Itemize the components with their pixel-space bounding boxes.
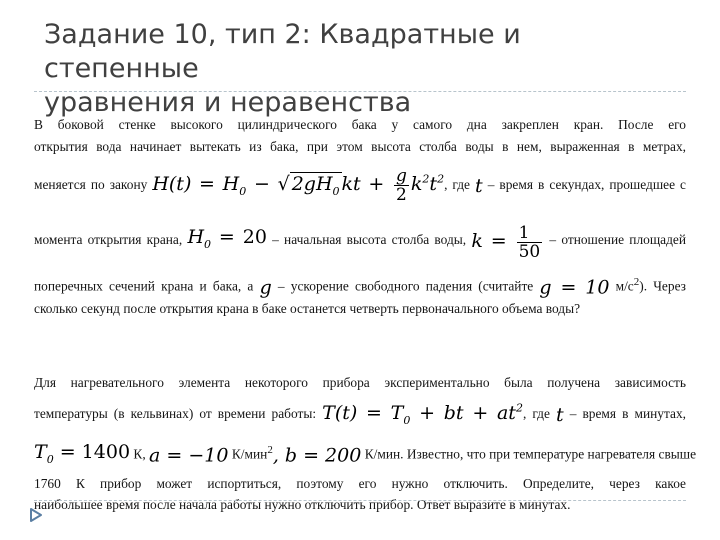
slide-title [44,18,684,120]
bottom-divider [34,500,686,501]
problem-2-line: наибольшее время после начала работы нужно отключить прибор. Ответ выразите в минутах. [34,497,571,513]
formula-h0: $H_0 = 20$ [187,226,267,251]
formula-b: , b = 200 [272,444,362,467]
title-divider [34,91,686,92]
problem-1-line: В боковой стенке высокого цилиндрического бака у самого дна закреплен кран. После его [34,117,686,132]
problem-1-line: момента открытия крана, $H_0 = 20$ – начальная высота столба воды, k = $\frac{1}{50}$ – отношение площадей [34,222,687,262]
problem-1-line: меняется по закону $H(t) = H_0$ − √ $2gH_0$ kt + $\frac{g}{2}$ $k^2t^2$, где t – время в секундах, прошедшее с [34,165,686,205]
formula-k: k = $\frac{1}{50}$ [471,222,541,262]
formula-g: g = 10 [539,276,610,299]
problem-1-line: сколько секунд после открытия крана в баке останется четверть первоначального объема воды? [34,301,581,317]
formula-t0: $T_0 = 1400$ [34,440,131,466]
problem-1-line: открытия вода начинает вытекать из бака, при этом высота столба воды в нем, выраженная в метрах, [34,139,686,154]
problem-2-line: $T_0 = 1400$ К, a = −10 К/мин$^2$, b = 200 К/мин. Известно, что при температуре нагревателя свыше [34,440,697,467]
problem-2-line: 1760 К прибор может испортиться, поэтому его нужно отключить. Определите, через какое [34,476,686,492]
problem-1-line: поперечных сечений крана и бака, а g – ускорение свободного падения (считайте g = 10 $м/с^2$). Через [34,275,686,299]
problem-1-text [34,114,686,317]
formula-a: a = −10 [149,444,229,467]
formula-height-law: $H(t) = H_0$ − √ $2gH_0$ kt + $\frac{g}{2}$ $k^2t^2$ [152,165,445,205]
problem-2-line: Для нагревательного элемента некоторого прибора экспериментально была получена зависимость [34,375,686,390]
slide-title-line2: уравнения и неравенства [44,87,412,118]
formula-temperature: $T(t) = T_0$ + bt + $at^2$ [322,402,523,428]
problem-2-line: температуры (в кельвинах) от времени работы: $T(t) = T_0$ + bt + $at^2$, где t – время в минутах, [34,402,686,428]
triangle-right-icon[interactable] [28,507,44,523]
slide-title-line1: Задание 10, тип 2: Квадратные и степенные [44,19,521,84]
problem-2-text [34,372,697,515]
